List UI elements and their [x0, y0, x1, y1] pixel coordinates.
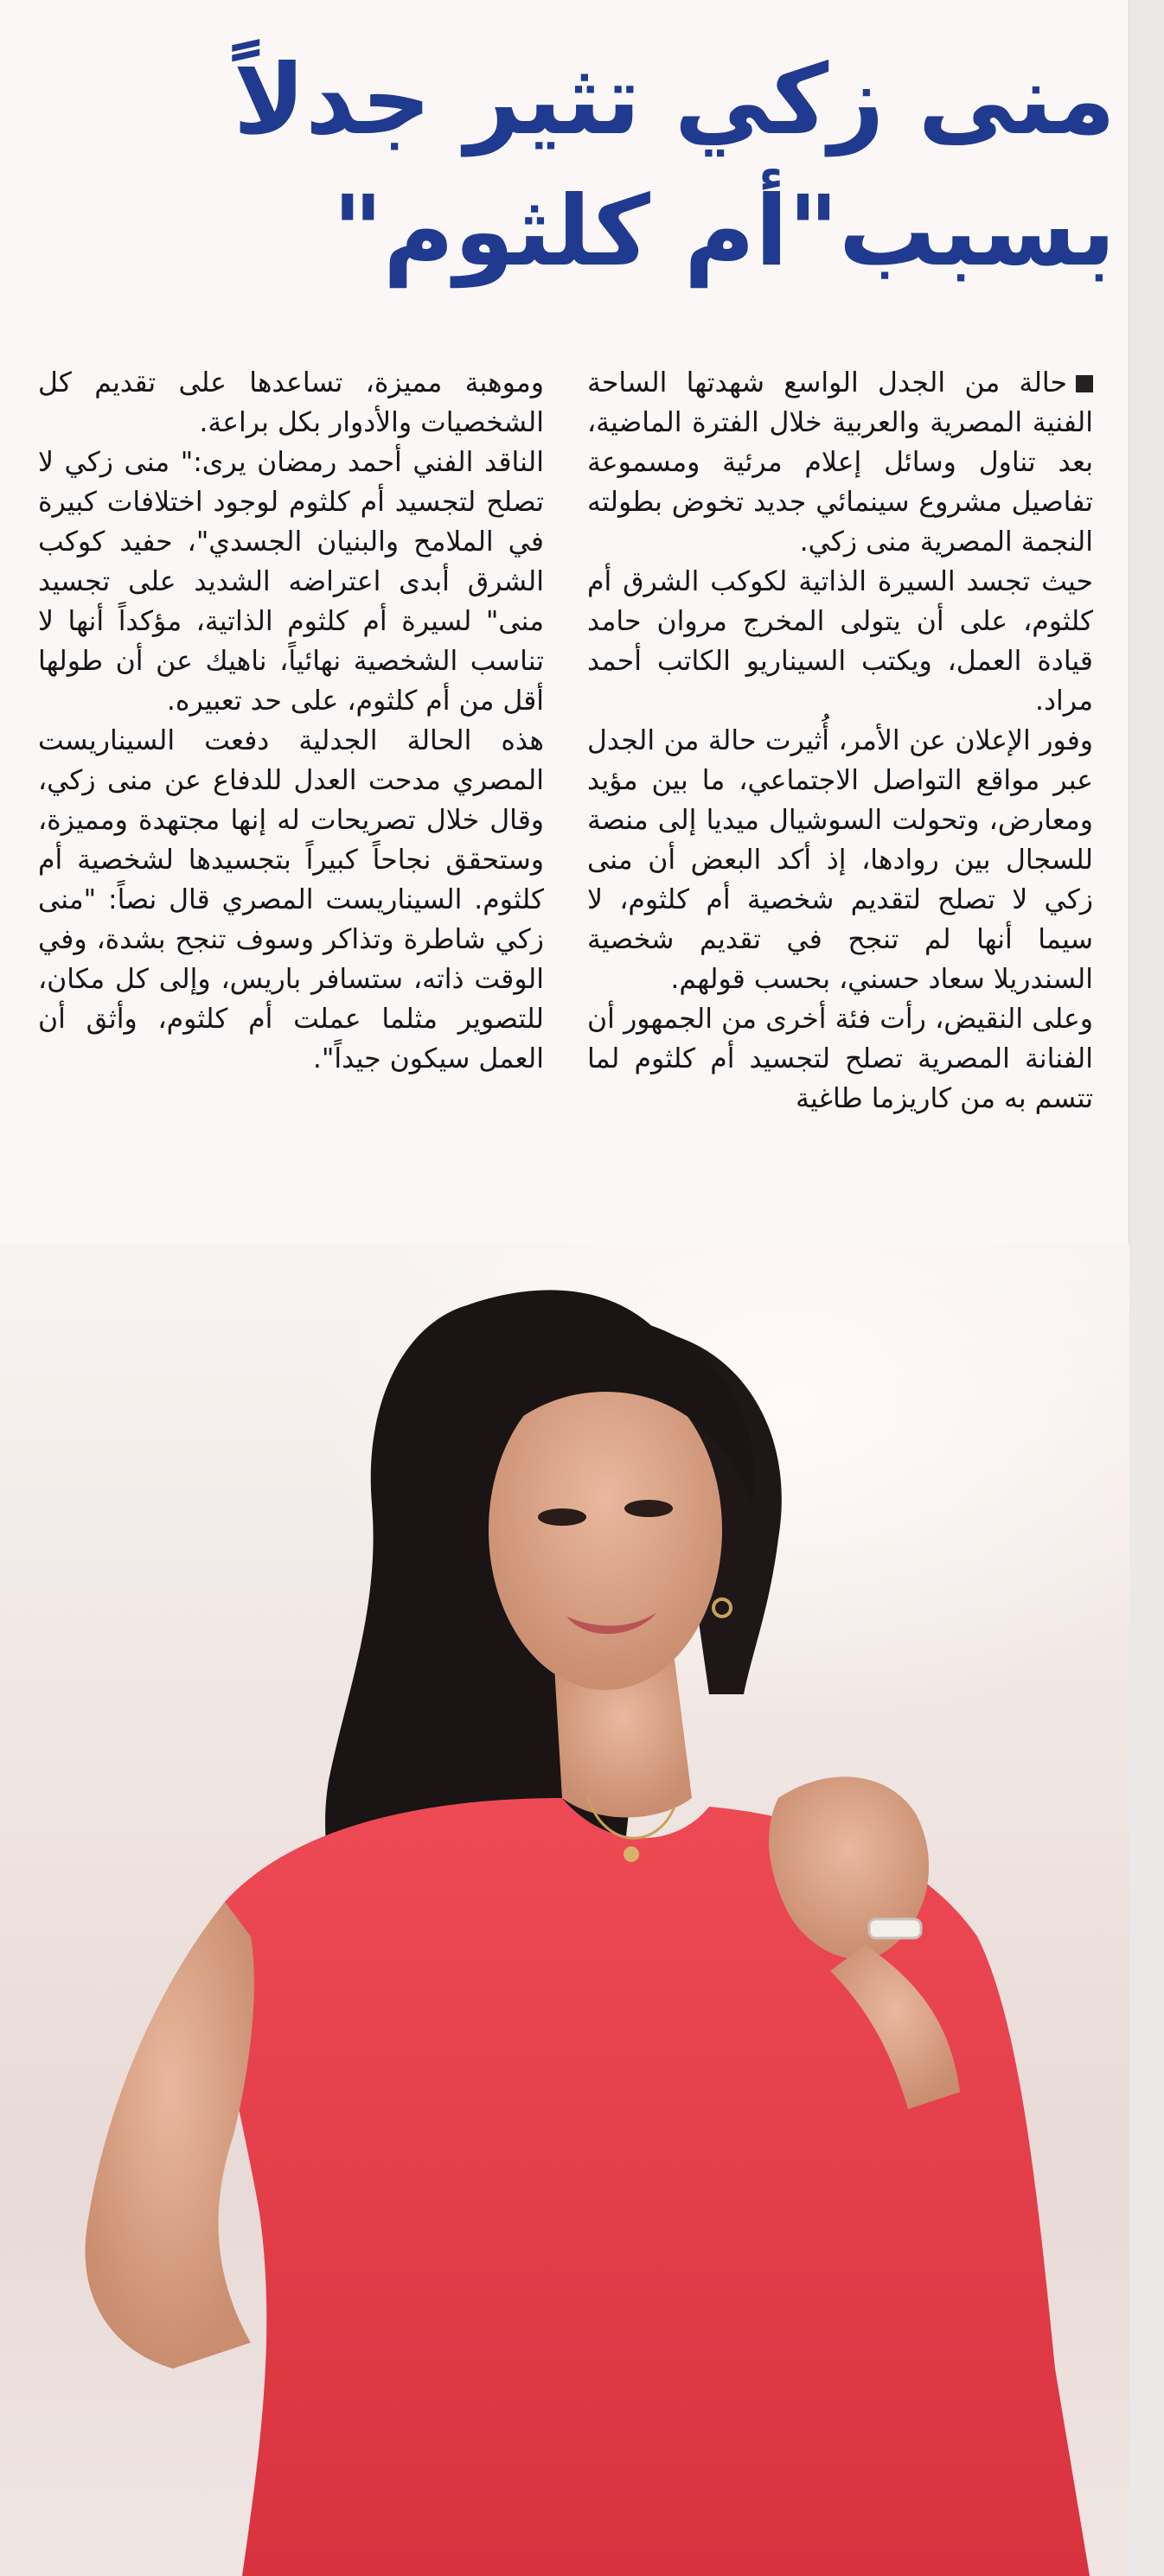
article-column-right — [587, 363, 1093, 1119]
page-edge — [1129, 0, 1164, 2576]
paragraph: وموهبة مميزة، تساعدها على تقديم كل الشخصيات والأدوار بكل براعة. — [38, 367, 544, 438]
red-dress-shape — [221, 1798, 1090, 2576]
article-photo — [0, 1245, 1129, 2576]
paragraph: هذه الحالة الجدلية دفعت السيناريست المصري مدحت العدل للدفاع عن منى زكي، وقال خلال تصريحات له إنها مجتهدة ومميزة، وستحقق نجاحاً كبيراً بتجسيدها لشخصية أم كلثوم. السيناريست المصري قال نصاً: "منى زكي شاطرة وتذاكر وسوف تنجح بشدة، وفي الوقت ذاته، ستسافر باريس، وإلى كل مكان، للتصوير مثلما عملت أم كلثوم، وأثق أن العمل سيكون جيداً". — [38, 725, 544, 1074]
article-column-left — [38, 363, 544, 1079]
headline-line-1: منى زكي تثير جدلاً — [233, 44, 1116, 156]
paragraph: حيث تجسد السيرة الذاتية لكوكب الشرق أم كلثوم، على أن يتولى المخرج مروان حامد قيادة العمل، ويكتب السيناريو الكاتب أحمد مراد. — [587, 566, 1093, 717]
paragraph: الناقد الفني أحمد رمضان يرى:" منى زكي لا تصلح لتجسيد أم كلثوم لوجود اختلافات كبيرة في الملامح والبنيان الجسدي"، حفيد كوكب الشرق أبدى اعتراضه الشديد على تجسيد منى" لسيرة أم كلثوم الذاتية، مؤكداً أنها لا تناسب الشخصية نهائياً، ناهيك عن أن طولها أقل من أم كلثوم، على حد تعبيره. — [38, 447, 544, 717]
headline-line-2: بسبب"أم كلثوم" — [332, 175, 1116, 288]
face-shape — [489, 1370, 722, 1690]
paragraph: حالة من الجدل الواسع شهدتها الساحة الفنية المصرية والعربية خلال الفترة الماضية، بعد تناول وسائل إعلام مرئية ومسموعة تفاصيل مشروع سينمائي جديد تخوض بطولته النجمة المصرية منى زكي. — [587, 367, 1093, 558]
paragraph: وعلى النقيض، رأت فئة أخرى من الجمهور أن الفنانة المصرية تصلح لتجسيد أم كلثوم لما تتسم به من كاريزما طاغية — [587, 1004, 1093, 1114]
portrait-illustration — [0, 1245, 1129, 2576]
headline — [35, 35, 1116, 297]
paragraph: وفور الإعلان عن الأمر، أُثيرت حالة من الجدل عبر مواقع التواصل الاجتماعي، ما بين مؤيد ومعارض، وتحولت السوشيال ميديا إلى منصة للسجال بين روادها، إذ أكد البعض أن منى زكي لا تصلح لتقديم شخصية أم كلثوم، لا سيما أنها لم تنجح في تقديم شخصية السندريلا سعاد حسني، بحسب قولهم. — [587, 725, 1093, 995]
bullet-square-icon — [1076, 375, 1093, 392]
